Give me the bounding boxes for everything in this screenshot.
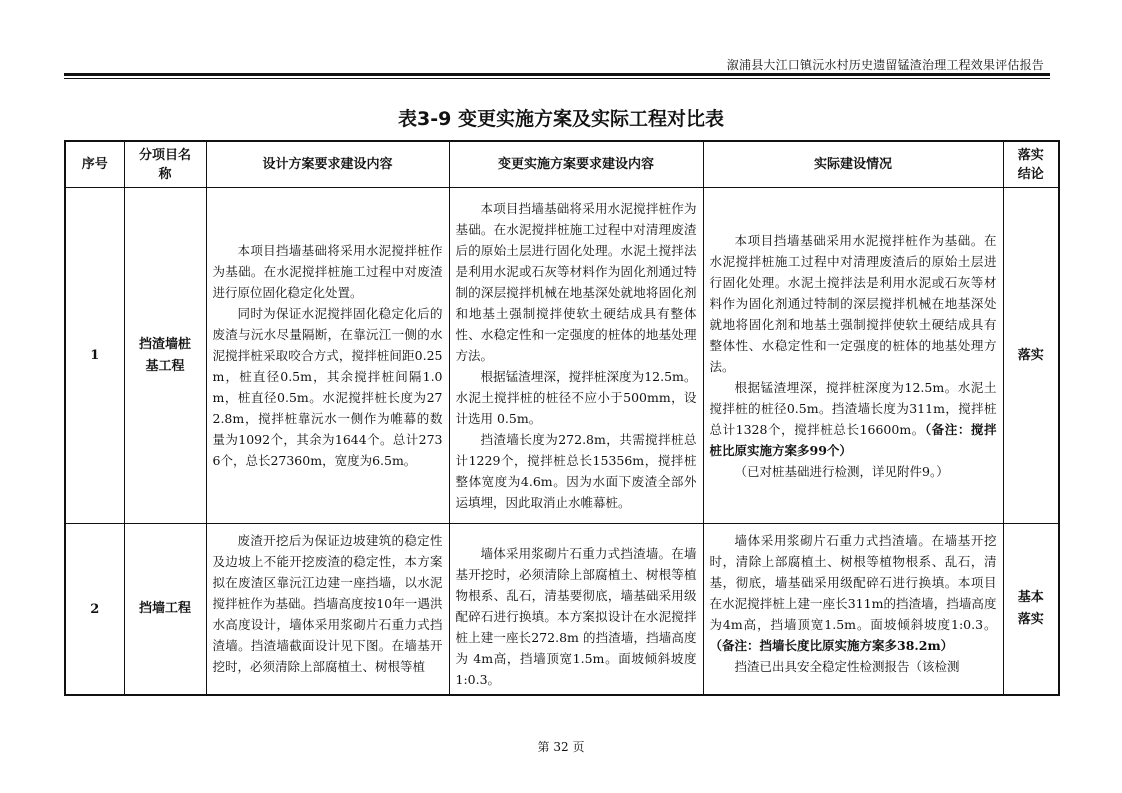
row-actual-note: （备注：搅拌桩比原实施方案多99个） (709, 421, 997, 458)
page-number: 第 32 页 (537, 740, 585, 754)
row-design-para: 同时为保证水泥搅拌固化稳定化后的废渣与沅水尽量隔断，在靠沅江一侧的水泥搅拌桩采取咬合方式，搅拌桩间距0.25m，桩直径0.5m，其余搅拌桩间隔1.0m，桩直径0.5m。水泥搅拌桩长度为272.8m，搅拌桩靠沅水一侧作为帷幕的数量为1092个，其余为1644个。总计2736个，总长27360m，宽度为6.5m。 (212, 306, 443, 468)
row-change-para: 挡渣墙长度为272.8m，共需搅拌桩总计1229个，搅拌桩总长15356m，搅拌桩整体宽度为4.6m。因为水面下废渣全部外运填埋，因此取消止水帷幕桩。 (455, 432, 697, 510)
row-design-cell (206, 524, 449, 696)
row-item (124, 524, 206, 696)
row-actual-tail: 挡渣已出具安全稳定性检测报告（该检测 (734, 659, 960, 674)
running-header: 溆浦县大江口镇沅水村历史遗留锰渣治理工程效果评估报告 (726, 58, 1044, 72)
header-design: 设计方案要求建设内容 (206, 141, 449, 188)
row-actual-para (710, 530, 997, 656)
header-change: 变更实施方案要求建设内容 (449, 141, 703, 188)
row-actual-cell (703, 524, 1003, 696)
table-row (65, 524, 1059, 696)
row-actual-para (710, 377, 997, 461)
row-actual-cell (703, 188, 1003, 524)
header-rule-thick (64, 73, 1050, 76)
row-change-para: 本项目挡墙基础将采用水泥搅拌桩作为基础。在水泥搅拌桩施工过程中对清理废渣后的原始土层进行固化处理。水泥土搅拌法是利用水泥或石灰等材料作为固化剂通过特制的深层搅拌机械在地基深处就地将固化剂和地基土强制搅拌使软土硬结成具有整体性、水稳定性和一定强度的桩体的地基处理方法。 (455, 201, 697, 363)
row-actual-para: 本项目挡墙基础采用水泥搅拌桩作为基础。在水泥搅拌桩施工过程中对清理废渣后的原始土层进行固化处理。水泥土搅拌法是利用水泥或石灰等材料作为固化剂通过特制的深层搅拌机械在地基深处就地将固化剂和地基土强制搅拌使软土硬结成具有整体性、水稳定性和一定强度的桩体的地基处理方法。 (709, 232, 997, 374)
row-change-para: 墙体采用浆砌片石重力式挡渣墙。在墙基开挖时，必须清除上部腐植土、树根等植物根系、乱石，清基要彻底，墙基础采用级配碎石进行换填。本方案拟设计在水泥搅拌桩上建一座长272.8m 的挡渣墙，挡墙高度为 4m高，挡墙顶宽1.5m。面坡倾斜坡度1:0.3。 (455, 545, 697, 687)
row-item-label: 挡渣墙桩基工程 (138, 336, 191, 374)
row-change-cell (449, 188, 703, 524)
row-design-para: 本项目挡墙基础将采用水泥搅拌桩作为基础。在水泥搅拌桩施工过程中对废渣进行原位固化稳定化处置。 (212, 243, 443, 300)
row-design-cell (206, 188, 449, 524)
row-seq: 1 (65, 188, 124, 524)
row-actual-text: 墙体采用浆砌片石重力式挡渣墙。在墙基开挖时，清除上部腐植土、树根等植物根系、乱石，清基，彻底，墙基础采用级配碎石进行换填。本项目在水泥搅拌桩上建一座长311m的挡渣墙，挡墙高度为4m高，挡墙顶宽1.5m。面坡倾斜坡度1:0.3。 (709, 533, 997, 632)
header-item: 分项目名称 (124, 141, 206, 188)
header-conclusion: 落实结论 (1003, 141, 1059, 188)
table-header-row (65, 141, 1059, 188)
row-item-label: 挡墙工程 (138, 601, 191, 616)
header-rule-thin (64, 78, 1050, 79)
header-seq: 序号 (65, 141, 124, 188)
row-actual-note: （备注：挡墙长度比原实施方案多38.2m） (709, 638, 954, 653)
row-conclusion (1003, 524, 1059, 696)
row-actual-text: 根据锰渣埋深，搅拌桩深度为12.5m。水泥土搅拌桩的桩径0.5m。挡渣墙长度为311m，搅拌桩总计1328个，搅拌桩总长16600m。 (709, 379, 997, 437)
row-conclusion-label: 基本落实 (1017, 590, 1044, 627)
row-seq: 2 (65, 524, 124, 696)
row-change-para: 根据锰渣埋深，搅拌桩深度为12.5m。水泥土搅拌桩的桩径不应小于500mm，设计选用 0.5m。 (455, 369, 697, 426)
row-conclusion: 落实 (1003, 188, 1059, 524)
header-actual: 实际建设情况 (703, 141, 1003, 188)
comparison-table (64, 140, 1060, 696)
row-actual-tail: （已对桩基础进行检测，详见附件9。） (734, 463, 949, 479)
row-change-cell (449, 524, 703, 696)
row-item (124, 188, 206, 524)
table-row (65, 188, 1059, 524)
table-title: 表3-9 变更实施方案及实际工程对比表 (398, 108, 724, 130)
row-design-para: 废渣开挖后为保证边坡建筑的稳定性及边坡上不能开挖废渣的稳定性，本方案拟在废渣区靠沅江边建一座挡墙，以水泥搅拌桩作为基础。挡墙高度按10年一遇洪水高度设计，墙体采用浆砌片石重力式挡渣墙。挡渣墙截面设计见下图。在墙基开挖时，必须清除上部腐植土、树根等植 (212, 533, 443, 674)
